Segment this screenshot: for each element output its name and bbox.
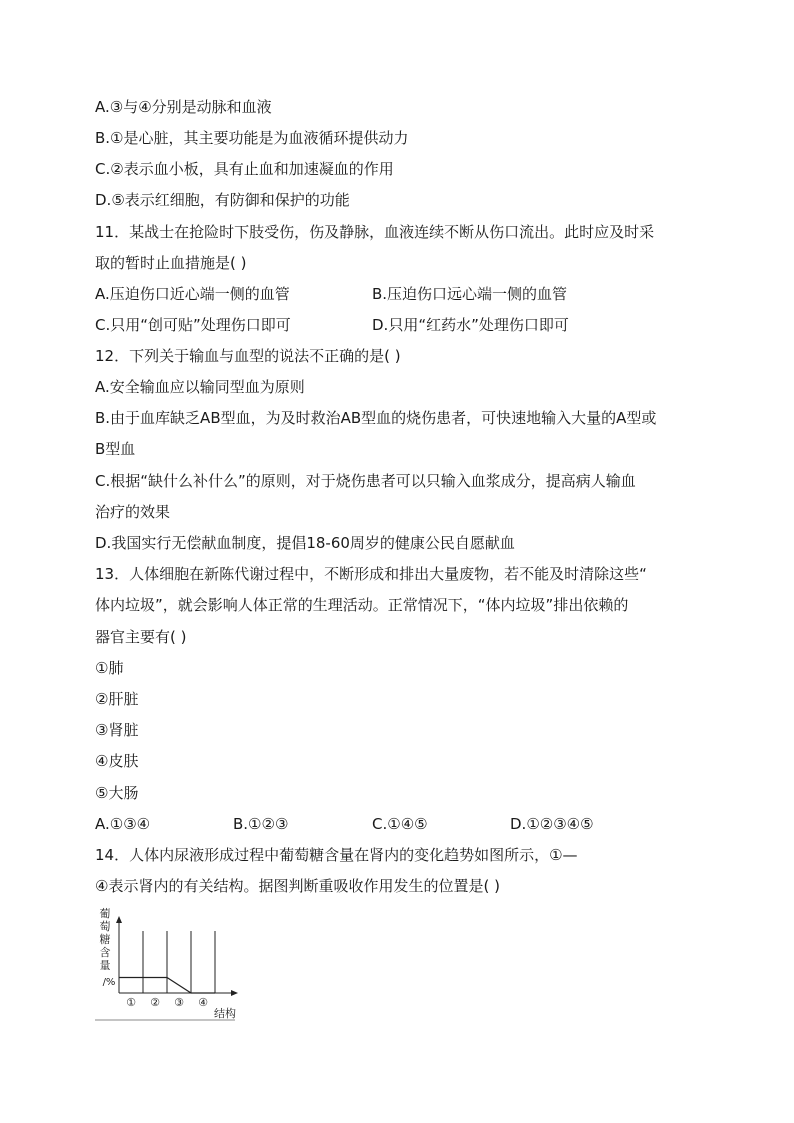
q13-item-5: ⑤大肠 xyxy=(95,784,139,802)
q12-option-c-line1: C.根据“缺什么补什么”的原则，对于烧伤患者可以只输入血浆成分，提高病人输血 xyxy=(95,472,636,490)
q10-option-a: A.③与④分别是动脉和血液 xyxy=(95,98,272,116)
q11-option-b: B.压迫伤口远心端一侧的血管 xyxy=(372,285,568,303)
q13-option-c: C.①④⑤ xyxy=(372,815,428,833)
q12-option-b-line2: B型血 xyxy=(95,440,136,458)
x-tick-label: ② xyxy=(150,996,160,1009)
y-axis-label-char: 含 xyxy=(99,946,111,959)
q12-option-c-line2: 治疗的效果 xyxy=(95,503,171,521)
q11-option-a: A.压迫伤口近心端一侧的血管 xyxy=(95,285,290,303)
q10-option-d: D.⑤表示红细胞，有防御和保护的功能 xyxy=(95,191,350,209)
q13-item-4: ④皮肤 xyxy=(95,752,139,770)
y-axis-label-char: 萄 xyxy=(99,920,111,933)
q12-option-a: A.安全输血应以输同型血为原则 xyxy=(95,378,305,396)
q13-stem-line1: 13．人体细胞在新陈代谢过程中，不断形成和排出大量废物，若不能及时清除这些“ xyxy=(95,565,647,583)
q11-stem-line1: 11．某战士在抢险时下肢受伤，伤及静脉，血液连续不断从伤口流出。此时应及时采 xyxy=(95,223,655,241)
x-axis-label: 结构 xyxy=(214,1007,236,1020)
q12-option-d: D.我国实行无偿献血制度，提倡18-60周岁的健康公民自愿献血 xyxy=(95,534,515,552)
x-tick-label: ④ xyxy=(198,996,208,1009)
q14-stem-line2: ④表示肾内的有关结构。据图判断重吸收作用发生的位置是( ) xyxy=(95,877,500,895)
y-axis-arrow xyxy=(116,916,122,923)
q10-option-c: C.②表示血小板，具有止血和加速凝血的作用 xyxy=(95,160,394,178)
y-axis-label-char: 葡 xyxy=(99,907,111,920)
q13-stem-line2: 体内垃圾”，就会影响人体正常的生理活动。正常情况下，“体内垃圾”排出依赖的 xyxy=(95,596,629,614)
q13-option-d: D.①②③④⑤ xyxy=(510,815,594,833)
x-axis-arrow xyxy=(231,990,238,996)
q13-option-b: B.①②③ xyxy=(233,815,289,833)
glucose-chart xyxy=(95,905,245,1023)
q11-option-d: D.只用“红药水”处理伤口即可 xyxy=(372,316,569,334)
q11-option-c: C.只用“创可贴”处理伤口即可 xyxy=(95,316,291,334)
x-tick-label: ① xyxy=(126,996,136,1009)
q14-stem-line1: 14．人体内尿液形成过程中葡萄糖含量在肾内的变化趋势如图所示，①— xyxy=(95,846,578,864)
q12-stem: 12．下列关于输血与血型的说法不正确的是( ) xyxy=(95,347,401,365)
q13-item-2: ②肝脏 xyxy=(95,690,139,708)
y-axis-unit: /% xyxy=(102,977,116,988)
y-axis-label-char: 糖 xyxy=(99,933,111,946)
q11-stem-line2: 取的暂时止血措施是( ) xyxy=(95,254,247,272)
q12-option-b-line1: B.由于血库缺乏AB型血，为及时救治AB型血的烧伤患者，可快速地输入大量的A型或 xyxy=(95,409,657,427)
q10-option-b: B.①是心脏，其主要功能是为血液循环提供动力 xyxy=(95,129,409,147)
y-axis-label-char: 量 xyxy=(99,959,111,972)
x-tick-label: ③ xyxy=(174,996,184,1009)
q13-item-1: ①肺 xyxy=(95,659,124,677)
q13-item-3: ③肾脏 xyxy=(95,721,139,739)
q13-stem-line3: 器官主要有( ) xyxy=(95,628,187,646)
q13-option-a: A.①③④ xyxy=(95,815,151,833)
